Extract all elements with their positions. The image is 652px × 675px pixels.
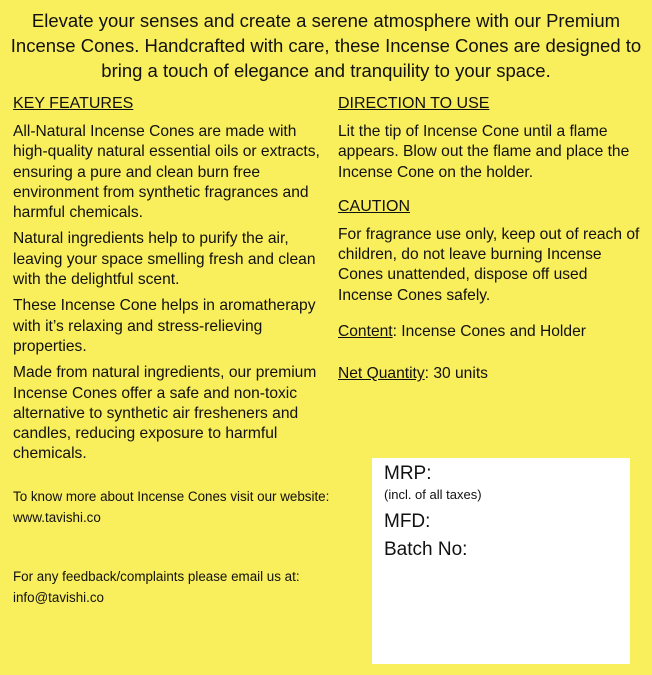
caution-text: For fragrance use only, keep out of reach of children, do not leave burning Incense Cones unattended, dispose off used Incense Cones safely. [338, 225, 640, 304]
feedback-info [13, 566, 300, 608]
key-features-section [13, 94, 325, 471]
content-line [338, 322, 646, 342]
mrp-note: (incl. of all taxes) [384, 487, 482, 502]
website-link[interactable]: www.tavishi.co [13, 510, 101, 525]
net-quantity-value: : 30 units [424, 365, 488, 383]
mrp-label: MRP: [384, 463, 432, 484]
feature-item: Natural ingredients help to purify the air, leaving your space smelling fresh and clean with the delightful scent. [13, 230, 316, 289]
feature-item: All-Natural Incense Cones are made with high-quality natural essential oils or extracts, ensuring a pure and clean burn free environment from synthetic fragrances and harmful chemicals. [13, 123, 320, 222]
content-label: Content [338, 323, 393, 341]
website-text: To know more about Incense Cones visit our website: [13, 489, 330, 504]
batch-label: Batch No: [384, 539, 468, 560]
caution-heading: CAUTION [338, 197, 410, 215]
content-value: : Incense Cones and Holder [392, 323, 586, 341]
feature-item: These Incense Cone helps in aromatherapy with it’s relaxing and stress-relieving properties. [13, 297, 316, 355]
mfd-label: MFD: [384, 511, 431, 532]
website-info [13, 486, 329, 528]
intro-text: Elevate your senses and create a serene atmosphere with our Premium Incense Cones. Handcrafted with care, these Incense Cones are designed to bring a touch of elegance and tranquility to your space. [10, 10, 642, 81]
feedback-text: For any feedback/complaints please email us at: [13, 569, 300, 584]
net-quantity-line [338, 364, 646, 384]
key-features-heading: KEY FEATURES [13, 95, 134, 112]
feature-item: Made from natural ingredients, our premium Incense Cones offer a safe and non-toxic alternative to synthetic air fresheners and candles, reducing exposure to harmful chemicals. [13, 364, 317, 463]
usage-section [338, 94, 646, 384]
net-quantity-label: Net Quantity [338, 365, 425, 383]
price-label-box [372, 458, 630, 664]
email-link[interactable]: info@tavishi.co [13, 590, 105, 605]
direction-text: Lit the tip of Incense Cone until a flame appears. Blow out the flame and place the Incense Cone on the holder. [338, 123, 630, 181]
direction-heading: DIRECTION TO USE [338, 95, 490, 112]
